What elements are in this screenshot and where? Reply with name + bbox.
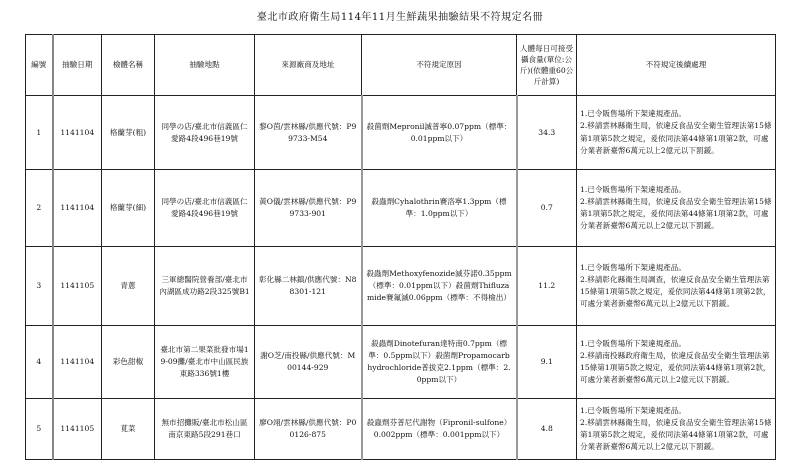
cell-location: 無市招攤販/臺北市松山區南京東路5段291巷口 bbox=[155, 399, 255, 460]
remedy-line: 2.移請雲林縣衛生局，依違反食品安全衛生管理法第15條第1項第5款之規定，爰依同法第44條第1項第2款，可處分業者新臺幣6萬元以上2億元以下罰鍰。 bbox=[580, 121, 772, 155]
table-row bbox=[26, 96, 776, 170]
remedy-line: 2.移請雲林縣衛生局，依違反食品安全衛生管理法第15條第1項第5款之規定，爰依同法第44條第1項第2款，可處分業者新臺幣6萬元以上2億元以下罰鍰。 bbox=[580, 196, 772, 231]
table-row bbox=[26, 247, 776, 326]
cell-sample: 青蔥 bbox=[102, 247, 155, 326]
remedy-line: 1.已令販售場所下架違規產品。 bbox=[580, 184, 686, 194]
cell-location: 同學の店/臺北市信義區仁愛路4段496巷19號 bbox=[155, 96, 255, 170]
remedy-line: 1.已令販售場所下架違規產品。 bbox=[580, 338, 686, 348]
header-location: 抽驗地點 bbox=[155, 35, 255, 96]
cell-date: 1141105 bbox=[53, 399, 102, 460]
cell-remedy bbox=[577, 399, 776, 460]
remedy-line: 1.已令販售場所下架違規產品。 bbox=[580, 109, 686, 119]
header-no: 編號 bbox=[26, 35, 53, 96]
cell-date: 1141105 bbox=[53, 247, 102, 326]
cell-source: 謝O芝/南投縣/供應代號：M00144-929 bbox=[255, 326, 362, 399]
header-reason: 不符規定原因 bbox=[362, 35, 517, 96]
header-date: 抽驗日期 bbox=[53, 35, 102, 96]
cell-no: 1 bbox=[26, 96, 53, 170]
remedy-line: 2.移請雲林縣衛生局，依違反食品安全衛生管理法第15條第1項第5款之規定，爰依同法第44條第1項第2款，可處分業者新臺幣6萬元以上2億元以下罰鍰。 bbox=[580, 417, 772, 452]
document-title: 臺北市政府衛生局114年11月生鮮蔬果抽驗結果不符規定名冊 bbox=[256, 12, 544, 23]
noncompliance-table bbox=[25, 34, 776, 460]
remedy-line: 1.已令販售場所下架違規產品。 bbox=[580, 405, 686, 415]
cell-dose: 0.7 bbox=[517, 170, 577, 247]
cell-reason: 殺菌劑Mepronil滅普寧0.07ppm（標準：0.01ppm以下） bbox=[362, 96, 517, 170]
header-sample: 檢體名稱 bbox=[102, 35, 155, 96]
cell-dose: 9.1 bbox=[517, 326, 577, 399]
remedy-line: 1.已令販售場所下架違規產品。 bbox=[580, 262, 686, 272]
cell-dose: 4.8 bbox=[517, 399, 577, 460]
cell-remedy bbox=[577, 326, 776, 399]
remedy-line: 2.移請南投縣政府衛生局，依違反食品安全衛生管理法第15條第1項第5款之規定，爰依同法第44條第1項第2款，可處分業者新臺幣6萬元以上2億元以下罰鍰。 bbox=[580, 350, 771, 385]
cell-location: 同學の店/臺北市信義區仁愛路4段496巷19號 bbox=[155, 170, 255, 247]
table-row bbox=[26, 399, 776, 460]
cell-source: 彰化縣二林鎮/供應代號：N88301-121 bbox=[255, 247, 362, 326]
table-row bbox=[26, 326, 776, 399]
cell-reason: 殺蟲劑Dinotefuran達特南0.7ppm（標準：0.5ppm以下）殺菌劑Propamocarb hydrochloride普拔克2.1ppm（標準：2.0ppm以下） bbox=[362, 326, 517, 399]
header-dose: 人體每日可接受攝食量(單位:公斤)(依體重60公斤計算) bbox=[517, 35, 577, 96]
cell-no: 4 bbox=[26, 326, 53, 399]
cell-source: 廖O翊/雲林縣/供應代號：P00126-875 bbox=[255, 399, 362, 460]
cell-remedy bbox=[577, 170, 776, 247]
cell-source: 黃O儀/雲林縣/供應代號：P99733-901 bbox=[255, 170, 362, 247]
cell-dose: 34.3 bbox=[517, 96, 577, 170]
cell-date: 1141104 bbox=[53, 96, 102, 170]
cell-sample: 彩色甜椒 bbox=[102, 326, 155, 399]
cell-no: 2 bbox=[26, 170, 53, 247]
cell-location: 三軍總醫院營養部/臺北市內湖區成功路2段325號B1 bbox=[155, 247, 255, 326]
cell-date: 1141104 bbox=[53, 170, 102, 247]
cell-remedy bbox=[577, 247, 776, 326]
cell-no: 5 bbox=[26, 399, 53, 460]
cell-location: 臺北市第二果菜批發市場19-09攤/臺北市中山區民族東路336號1樓 bbox=[155, 326, 255, 399]
cell-sample: 格蘭芽(細) bbox=[102, 170, 155, 247]
cell-date: 1141104 bbox=[53, 326, 102, 399]
header-remedy: 不符規定後續處理 bbox=[577, 35, 776, 96]
cell-reason: 殺蟲劑芬普尼代謝物（Fipronil-sulfone）0.002ppm（標準：0.001ppm以下） bbox=[362, 399, 517, 460]
remedy-line: 2.移請彰化縣衛生局調查，依違反食品安全衛生管理法第15條第1項第5款之規定，爰依同法第44條第1項第2款，可處分業者新臺幣6萬元以上2億元以下罰鍰。 bbox=[580, 274, 771, 309]
cell-remedy bbox=[577, 96, 776, 170]
cell-dose: 11.2 bbox=[517, 247, 577, 326]
cell-no: 3 bbox=[26, 247, 53, 326]
cell-reason: 殺蟲劑Methoxyfenozide滅芬諾0.35ppm（標準：0.01ppm以下）殺菌劑Thifluzamide賽氟滅0.06ppm（標準：不得檢出） bbox=[362, 247, 517, 326]
cell-sample: 格蘭芽(粗) bbox=[102, 96, 155, 170]
cell-sample: 莧菜 bbox=[102, 399, 155, 460]
header-row bbox=[26, 35, 776, 96]
table-row bbox=[26, 170, 776, 247]
cell-reason: 殺蟲劑Cyhalothrin賽洛寧1.3ppm（標準：1.0ppm以下） bbox=[362, 170, 517, 247]
header-source: 來源廠商及地址 bbox=[255, 35, 362, 96]
cell-source: 黎O茵/雲林縣/供應代號：P99733-M54 bbox=[255, 96, 362, 170]
